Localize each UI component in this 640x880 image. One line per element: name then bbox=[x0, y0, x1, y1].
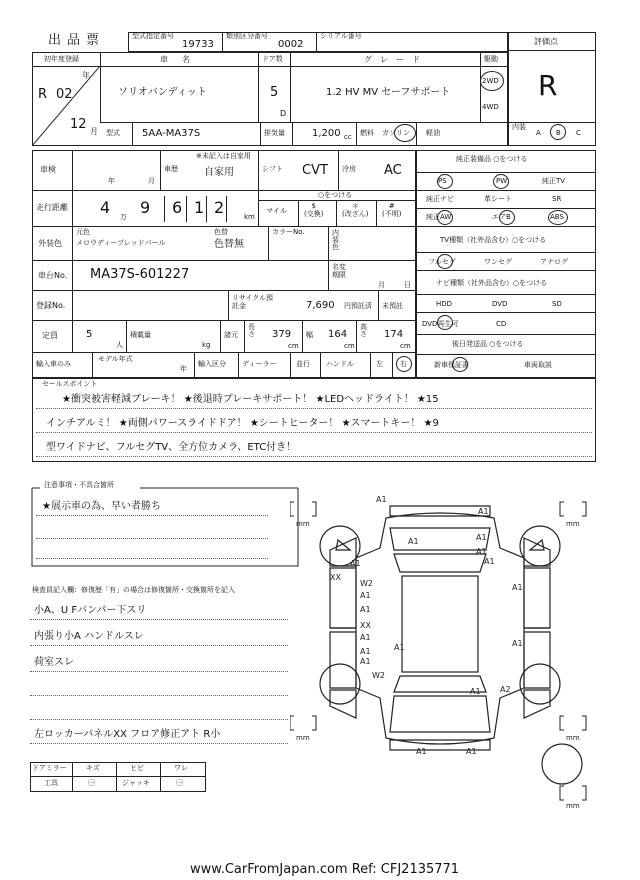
svg-text:A1: A1 bbox=[466, 747, 477, 756]
svg-text:A1: A1 bbox=[408, 537, 419, 546]
interior-label: 内装 bbox=[512, 123, 526, 131]
svg-text:A1: A1 bbox=[484, 557, 495, 566]
svg-text:A1: A1 bbox=[476, 533, 487, 542]
shift-label: シフト bbox=[262, 165, 283, 173]
svg-text:A1: A1 bbox=[360, 605, 371, 614]
color-change: 色替無 bbox=[214, 239, 244, 250]
model-designation-label: 型式指定番号 bbox=[132, 32, 174, 40]
ac-value: AC bbox=[384, 163, 402, 178]
model-value: 5AA-MA37S bbox=[142, 128, 201, 139]
shift-value: CVT bbox=[302, 163, 328, 178]
usage-value: 自家用 bbox=[204, 167, 234, 178]
svg-text:A1: A1 bbox=[476, 547, 487, 556]
svg-text:A2: A2 bbox=[500, 685, 511, 694]
fuel-label: 燃料 bbox=[360, 129, 374, 137]
doors-label: ドア数 bbox=[262, 55, 283, 63]
score-label: 評価点 bbox=[534, 37, 558, 46]
chassis-value: MA37S-601227 bbox=[90, 267, 190, 282]
svg-text:A1: A1 bbox=[350, 559, 361, 568]
damage-diagram bbox=[290, 488, 600, 808]
svg-text:XX: XX bbox=[330, 573, 341, 582]
capacity-label: 定員 bbox=[42, 331, 58, 340]
mileage-digit-2: 9 bbox=[140, 198, 151, 217]
capacity-value: 5 bbox=[86, 329, 93, 340]
doors-value: 5 bbox=[270, 85, 279, 100]
mileage-digit-5: 2 bbox=[214, 198, 225, 217]
category-value: 0002 bbox=[278, 39, 304, 50]
inspector-label: 検査員記入欄：修復歴「有」の場合は修復箇所・交換箇所を記入 bbox=[32, 586, 235, 594]
details-box bbox=[32, 150, 416, 378]
svg-text:W2: W2 bbox=[372, 671, 385, 680]
width-value: 164 bbox=[328, 329, 348, 340]
reg-label: 登録No. bbox=[36, 301, 66, 310]
mileage-digit-1: 4 bbox=[100, 198, 111, 217]
shaken-label: 車検 bbox=[40, 165, 56, 174]
import-label: 輸入車のみ bbox=[36, 360, 71, 368]
recycle-value: 7,690 bbox=[306, 300, 335, 311]
original-color: メロウディープレッドパール bbox=[76, 239, 166, 247]
first-reg-label: 初年度登録 bbox=[44, 55, 79, 63]
svg-text:mm: mm bbox=[296, 734, 310, 742]
tv-title: TV種類（社外品含む）○をつける bbox=[440, 236, 547, 244]
grade-value: 1.2 HV MV セーフサポート bbox=[326, 87, 451, 98]
svg-text:A1: A1 bbox=[360, 647, 371, 656]
svg-text:A1: A1 bbox=[478, 507, 489, 516]
navi-title: ナビ種類（社外品含む）○をつける bbox=[436, 279, 548, 287]
drive-label: 駆動 bbox=[484, 55, 498, 63]
svg-text:mm: mm bbox=[296, 520, 310, 528]
svg-text:A1: A1 bbox=[376, 495, 387, 504]
sales-line-3: 型ワイドナビ、フルセグTV、全方位カメラ、ETC付き！ bbox=[46, 442, 297, 453]
svg-text:W2: W2 bbox=[360, 579, 373, 588]
vehicle-name-label: 車名 bbox=[160, 55, 204, 64]
svg-text:mm: mm bbox=[566, 520, 580, 528]
ac-label: 冷房 bbox=[342, 165, 356, 173]
sales-line-2: インチアルミ！ ★両側パワースライドドア！ ★シートヒーター！ ★スマートキー！ ★9 bbox=[46, 418, 439, 429]
mileage-label: 走行距離 bbox=[36, 203, 68, 212]
grade-label: グレード bbox=[364, 55, 428, 64]
svg-text:A1: A1 bbox=[512, 639, 523, 648]
chassis-label: 車台No. bbox=[38, 271, 68, 280]
height-value: 174 bbox=[384, 329, 404, 340]
first-reg-month: 12 bbox=[70, 117, 87, 132]
inspector-line-3: 荷室スレ bbox=[34, 657, 74, 668]
svg-text:mm: mm bbox=[566, 802, 580, 808]
displacement-label: 排気量 bbox=[264, 129, 285, 137]
mileage-digit-4: 1 bbox=[194, 198, 205, 217]
displacement-value: 1,200 bbox=[312, 128, 341, 139]
fuel-value: ガソリン bbox=[382, 129, 410, 137]
svg-text:A1: A1 bbox=[360, 591, 371, 600]
svg-text:A1: A1 bbox=[470, 687, 481, 696]
svg-text:A1: A1 bbox=[360, 633, 371, 642]
model-designation-value: 19733 bbox=[182, 39, 214, 50]
score-value: R bbox=[538, 69, 558, 102]
sales-point-label: セールスポイント bbox=[42, 380, 98, 388]
vehicle-name: ソリオバンディット bbox=[118, 87, 207, 98]
inspector-line-1: 小A、U Fバンパー下スリ bbox=[34, 605, 147, 616]
svg-text:mm: mm bbox=[566, 734, 580, 742]
svg-text:A1: A1 bbox=[416, 747, 427, 756]
svg-text:A1: A1 bbox=[394, 643, 405, 652]
diesel-label: 軽油 bbox=[426, 129, 440, 137]
notes-line-1: ★展示車の為、早い者勝ち bbox=[42, 501, 161, 512]
svg-text:XX: XX bbox=[360, 621, 371, 630]
model-label: 型式 bbox=[106, 129, 120, 137]
length-value: 379 bbox=[272, 329, 292, 340]
mileage-digit-3: 6 bbox=[172, 198, 183, 217]
inspector-line-2: 内張り小A ハンドルスレ bbox=[34, 631, 144, 642]
inspector-line-6: 左ロッカーパネルXX フロア修正アト R小 bbox=[34, 729, 221, 740]
serial-label: シリアル番号 bbox=[320, 32, 362, 40]
equipment-title: 純正装備品 ○をつける bbox=[456, 155, 528, 163]
form-title: 出品票 bbox=[48, 33, 106, 48]
usage-label: 車歴 bbox=[164, 165, 178, 173]
notes-label: 注意事項・不具合箇所 bbox=[44, 481, 114, 489]
color-label: 外装色 bbox=[38, 239, 62, 248]
first-reg-year: 02 bbox=[56, 87, 73, 102]
svg-text:A1: A1 bbox=[360, 657, 371, 666]
sales-line-1: ★衝突被害軽減ブレーキ！ ★後退時ブレーキサポート！ ★LEDヘッドライト！ ★15 bbox=[62, 394, 439, 405]
drive-circle bbox=[480, 71, 504, 91]
svg-text:A1: A1 bbox=[512, 583, 523, 592]
first-reg-era: R bbox=[38, 87, 48, 102]
docs-title: 後日発送品 ○をつける bbox=[452, 340, 524, 348]
footer-watermark: www.CarFromJapan.com Ref: CFJ2135771 bbox=[190, 862, 460, 877]
category-label: 類別区分番号 bbox=[226, 32, 268, 40]
